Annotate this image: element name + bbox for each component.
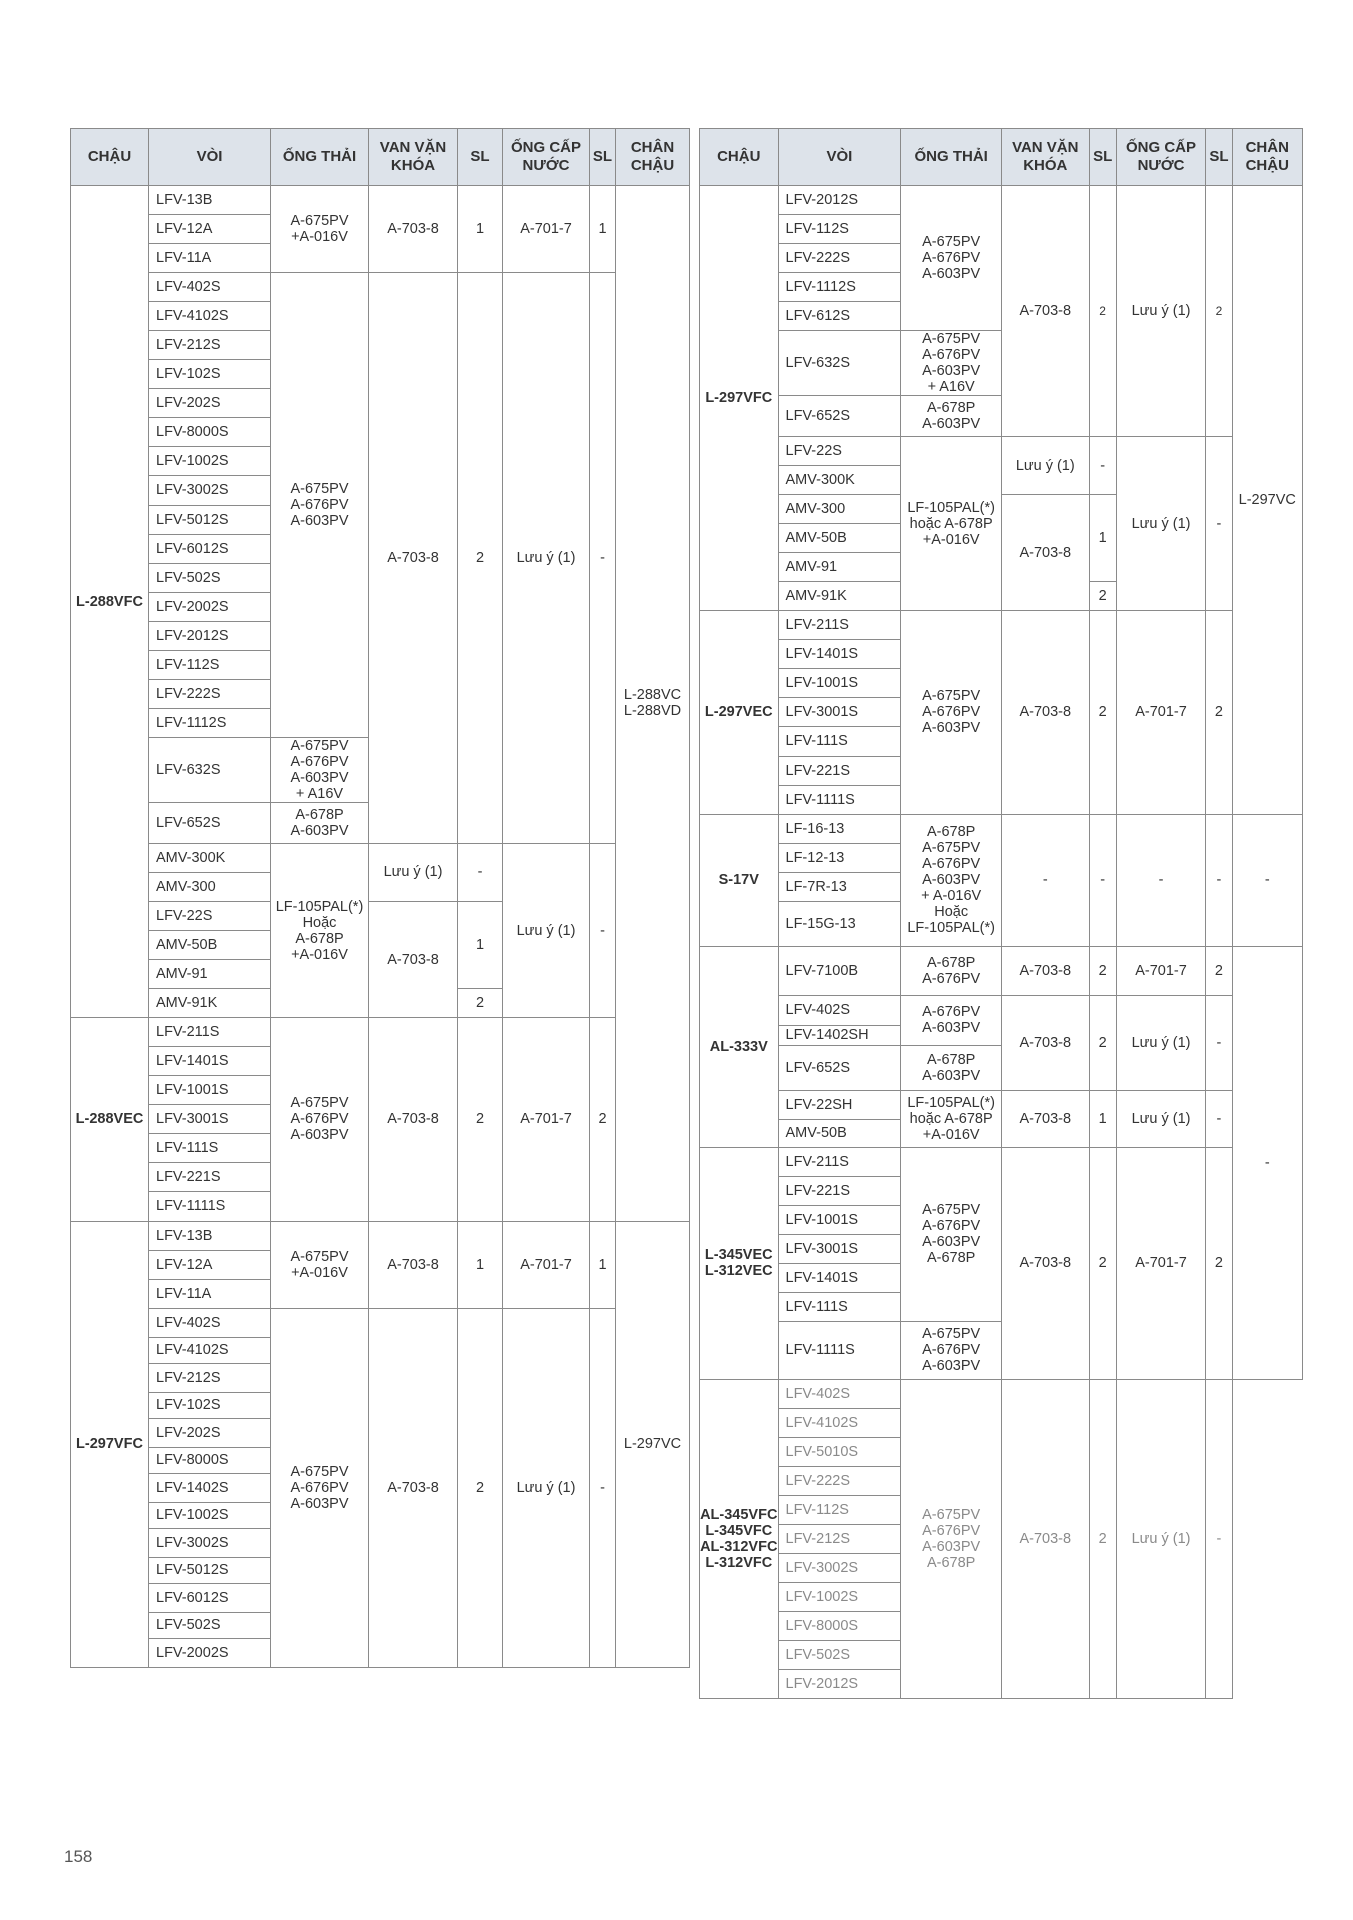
voi-cell: LFV-652S [778, 396, 901, 437]
ong-thai-cell: LF-105PAL(*) hoặc A-678P +A-016V [901, 437, 1002, 611]
voi-cell: LFV-211S [149, 1018, 271, 1047]
voi-cell: LFV-2012S [149, 621, 271, 650]
voi-cell: LFV-1111S [778, 1321, 901, 1379]
van-cell: A-703-8 [1001, 186, 1089, 437]
ong-thai-cell: A-675PV A-676PV A-603PV A-678P [901, 1147, 1002, 1321]
voi-cell: LFV-1112S [149, 708, 271, 737]
table-row [71, 1308, 690, 1337]
ong-cap-cell: Lưu ý (1) [503, 1308, 590, 1667]
voi-cell: LFV-4102S [149, 1337, 271, 1363]
sl-cell: 2 [1089, 1147, 1116, 1379]
header-sl2: SL [1206, 129, 1232, 186]
van-cell: A-703-8 [369, 1018, 458, 1221]
sl-cell: 1 [458, 186, 503, 273]
voi-cell: LFV-13B [149, 1221, 271, 1250]
voi-cell: AMV-91 [778, 553, 901, 582]
header-row [71, 129, 690, 186]
voi-cell: LFV-2012S [778, 186, 901, 215]
van-cell: A-703-8 [369, 901, 458, 1017]
ong-thai-cell: A-678P A-603PV [271, 802, 369, 843]
ong-thai-cell: A-678P A-675PV A-676PV A-603PV + A-016V Hoặc LF-105PAL(*) [901, 814, 1002, 946]
voi-cell: LFV-22SH [778, 1090, 901, 1119]
page-number: 158 [64, 1847, 93, 1866]
ong-thai-cell: A-675PV +A-016V [271, 1221, 369, 1308]
sl-cell: 2 [458, 1018, 503, 1221]
sl-cell: 2 [458, 1308, 503, 1667]
van-cell: A-703-8 [1001, 1379, 1089, 1698]
voi-cell: LFV-502S [778, 1641, 901, 1670]
voi-cell: LFV-211S [778, 1147, 901, 1176]
ong-thai-cell: A-675PV A-676PV A-603PV [901, 186, 1002, 331]
voi-cell: LFV-1401S [778, 1263, 901, 1292]
van-cell: A-703-8 [369, 1221, 458, 1308]
left-compatibility-table [70, 128, 690, 1668]
ong-cap-cell: Lưu ý (1) [503, 843, 590, 1017]
right-compatibility-table [699, 128, 1303, 1699]
ong-cap-cell: A-701-7 [503, 1018, 590, 1221]
voi-cell: LF-15G-13 [778, 901, 901, 946]
ong-thai-cell: A-678P A-603PV [901, 396, 1002, 437]
van-cell: A-703-8 [369, 1308, 458, 1667]
sl-cell: - [1089, 437, 1116, 495]
voi-cell: AMV-91 [149, 960, 271, 989]
sl-cell: - [458, 843, 503, 901]
sl2-cell: 2 [590, 1018, 616, 1221]
ong-cap-cell: Lưu ý (1) [1116, 995, 1206, 1090]
voi-cell: LFV-222S [778, 244, 901, 273]
ong-cap-cell: A-701-7 [1116, 1147, 1206, 1379]
ong-thai-cell: A-675PV A-676PV A-603PV + A16V [271, 737, 369, 802]
voi-cell: LFV-1001S [778, 669, 901, 698]
ong-cap-cell: - [1116, 814, 1206, 946]
sl2-cell: 1 [590, 186, 616, 273]
voi-cell: LF-7R-13 [778, 872, 901, 901]
voi-cell: LFV-22S [778, 437, 901, 466]
ong-thai-cell: A-675PV A-676PV A-603PV + A16V [901, 331, 1002, 396]
voi-cell: AMV-300 [149, 872, 271, 901]
ong-thai-cell: A-675PV A-676PV A-603PV A-678P [901, 1379, 1002, 1698]
table-row [700, 995, 1303, 1025]
voi-cell: LFV-2002S [149, 592, 271, 621]
van-cell: A-703-8 [1001, 495, 1089, 611]
chau-cell: L-288VFC [71, 186, 149, 1018]
voi-cell: LFV-402S [778, 995, 901, 1025]
sl2-cell: 1 [590, 1221, 616, 1308]
voi-cell: LFV-652S [149, 802, 271, 843]
voi-cell: LFV-221S [778, 1176, 901, 1205]
voi-cell: LFV-8000S [149, 1447, 271, 1473]
voi-cell: LFV-112S [778, 215, 901, 244]
header-ong-cap: ỐNG CẤP NƯỚC [1116, 129, 1206, 186]
header-sl2: SL [590, 129, 616, 186]
chau-cell: AL-345VFC L-345VFC AL-312VFC L-312VFC [700, 1379, 779, 1698]
voi-cell: LFV-12A [149, 1250, 271, 1279]
van-cell: A-703-8 [1001, 1090, 1089, 1147]
chau-cell: S-17V [700, 814, 779, 946]
ong-cap-cell: A-701-7 [1116, 946, 1206, 995]
voi-cell: LFV-12A [149, 215, 271, 244]
sl2-cell: - [1206, 1379, 1232, 1698]
sl-cell: 2 [458, 273, 503, 844]
sl-cell: 1 [1089, 1090, 1116, 1147]
voi-cell: LFV-212S [149, 1363, 271, 1392]
header-sl: SL [458, 129, 503, 186]
voi-cell: LFV-211S [778, 611, 901, 640]
sl2-cell: - [590, 843, 616, 1017]
voi-cell: LFV-1112S [778, 273, 901, 302]
ong-cap-cell: Lưu ý (1) [1116, 1090, 1206, 1147]
header-voi: VÒI [149, 129, 271, 186]
sl2-cell: 2 [1206, 186, 1232, 437]
sl-cell: 2 [1089, 186, 1116, 437]
sl-cell: 1 [458, 901, 503, 988]
voi-cell: LFV-111S [778, 727, 901, 756]
voi-cell: LFV-102S [149, 1392, 271, 1418]
sl2-cell: 2 [1206, 611, 1232, 814]
voi-cell: LFV-3001S [778, 1234, 901, 1263]
ong-thai-cell: A-675PV A-676PV A-603PV [901, 1321, 1002, 1379]
voi-cell: LFV-652S [778, 1045, 901, 1090]
voi-cell: AMV-300K [149, 843, 271, 872]
van-cell: A-703-8 [1001, 995, 1089, 1090]
voi-cell: AMV-91K [149, 989, 271, 1018]
voi-cell: LFV-1401S [778, 640, 901, 669]
ong-thai-cell: A-675PV A-676PV A-603PV [271, 273, 369, 738]
van-cell: A-703-8 [1001, 1147, 1089, 1379]
table-row [700, 1147, 1303, 1176]
chan-cell: L-297VC [616, 1221, 690, 1667]
voi-cell: LFV-402S [778, 1379, 901, 1408]
chau-cell: AL-333V [700, 946, 779, 1147]
sl2-cell: - [1206, 1090, 1232, 1147]
voi-cell: LFV-632S [149, 737, 271, 802]
ong-thai-cell: A-678P A-603PV [901, 1045, 1002, 1090]
ong-cap-cell: A-701-7 [503, 186, 590, 273]
voi-cell: LFV-1001S [149, 1076, 271, 1105]
header-van: VAN VẶN KHÓA [1001, 129, 1089, 186]
voi-cell: LFV-3002S [149, 1528, 271, 1557]
table-row [71, 1221, 690, 1250]
sl2-cell: - [590, 273, 616, 844]
table-row [71, 1018, 690, 1047]
header-sl: SL [1089, 129, 1116, 186]
voi-cell: LFV-1402SH [778, 1025, 901, 1045]
voi-cell: LFV-4102S [149, 302, 271, 331]
sl-cell: 1 [1089, 495, 1116, 582]
ong-thai-cell: A-675PV A-676PV A-603PV [271, 1018, 369, 1221]
table-row [71, 843, 690, 872]
sl-cell: 2 [1089, 582, 1116, 611]
voi-cell: LFV-2002S [149, 1638, 271, 1667]
voi-cell: LFV-1002S [149, 1502, 271, 1528]
voi-cell: LFV-22S [149, 901, 271, 930]
ong-cap-cell: Lưu ý (1) [1116, 186, 1206, 437]
voi-cell: LFV-7100B [778, 946, 901, 995]
voi-cell: LFV-222S [778, 1466, 901, 1495]
sl2-cell: - [1206, 437, 1232, 611]
voi-cell: LFV-1002S [149, 447, 271, 476]
voi-cell: AMV-300 [778, 495, 901, 524]
van-cell: A-703-8 [369, 186, 458, 273]
voi-cell: LFV-402S [149, 1308, 271, 1337]
table-row [700, 611, 1303, 640]
ong-cap-cell: Lưu ý (1) [1116, 437, 1206, 611]
voi-cell: LFV-221S [149, 1163, 271, 1192]
ong-cap-cell: Lưu ý (1) [503, 273, 590, 844]
sl2-cell: - [590, 1308, 616, 1667]
chau-cell: L-288VEC [71, 1018, 149, 1221]
header-chau: CHẬU [71, 129, 149, 186]
voi-cell: LFV-2012S [778, 1670, 901, 1699]
chau-cell: L-297VEC [700, 611, 779, 814]
voi-cell: LFV-402S [149, 273, 271, 302]
voi-cell: LFV-13B [149, 186, 271, 215]
chan-cell: L-288VC L-288VD [616, 186, 690, 1222]
sl2-cell: 2 [1206, 1147, 1232, 1379]
voi-cell: AMV-50B [778, 524, 901, 553]
voi-cell: LF-16-13 [778, 814, 901, 843]
header-ong-thai: ỐNG THẢI [271, 129, 369, 186]
voi-cell: LFV-3002S [778, 1554, 901, 1583]
voi-cell: LFV-222S [149, 679, 271, 708]
voi-cell: LFV-1111S [149, 1192, 271, 1221]
table-row [700, 1090, 1303, 1119]
voi-cell: AMV-300K [778, 466, 901, 495]
voi-cell: LFV-5012S [149, 1557, 271, 1583]
voi-cell: LFV-1111S [778, 785, 901, 814]
voi-cell: LFV-8000S [149, 418, 271, 447]
voi-cell: LFV-6012S [149, 1583, 271, 1612]
voi-cell: LFV-202S [149, 389, 271, 418]
voi-cell: LFV-112S [149, 650, 271, 679]
sl-cell: 2 [458, 989, 503, 1018]
voi-cell: LFV-1402S [149, 1473, 271, 1502]
ong-cap-cell: A-701-7 [503, 1221, 590, 1308]
chau-cell: L-297VFC [700, 186, 779, 611]
voi-cell: LFV-212S [149, 331, 271, 360]
voi-cell: LFV-212S [778, 1525, 901, 1554]
voi-cell: LFV-3001S [149, 1105, 271, 1134]
voi-cell: LFV-1401S [149, 1047, 271, 1076]
sl2-cell: - [1206, 995, 1232, 1090]
chan-cell: - [1232, 814, 1303, 946]
van-cell: Lưu ý (1) [369, 843, 458, 901]
table-row [700, 437, 1303, 466]
table-row [700, 946, 1303, 995]
ong-thai-cell: A-678P A-676PV [901, 946, 1002, 995]
sl-cell: - [1089, 814, 1116, 946]
chan-cell: - [1232, 946, 1303, 1379]
header-voi: VÒI [778, 129, 901, 186]
voi-cell: AMV-50B [149, 931, 271, 960]
voi-cell: LFV-102S [149, 360, 271, 389]
voi-cell: LFV-3002S [149, 476, 271, 505]
table-row [71, 273, 690, 302]
sl2-cell: - [1206, 814, 1232, 946]
voi-cell: LFV-112S [778, 1496, 901, 1525]
ong-thai-cell: LF-105PAL(*) hoặc A-678P +A-016V [901, 1090, 1002, 1147]
voi-cell: LFV-8000S [778, 1612, 901, 1641]
table-row [700, 814, 1303, 843]
header-van: VAN VẶN KHÓA [369, 129, 458, 186]
header-chan: CHÂN CHẬU [616, 129, 690, 186]
ong-thai-cell: A-675PV A-676PV A-603PV [271, 1308, 369, 1667]
sl2-cell: 2 [1206, 946, 1232, 995]
van-cell: - [1001, 814, 1089, 946]
voi-cell: AMV-50B [778, 1119, 901, 1147]
header-ong-thai: ỐNG THẢI [901, 129, 1002, 186]
sl-cell: 2 [1089, 995, 1116, 1090]
header-row [700, 129, 1303, 186]
van-cell: A-703-8 [1001, 611, 1089, 814]
table-row [71, 186, 690, 215]
ong-cap-cell: Lưu ý (1) [1116, 1379, 1206, 1698]
voi-cell: LFV-221S [778, 756, 901, 785]
header-chan: CHÂN CHẬU [1232, 129, 1303, 186]
header-ong-cap: ỐNG CẤP NƯỚC [503, 129, 590, 186]
voi-cell: LFV-502S [149, 1612, 271, 1638]
van-cell: A-703-8 [1001, 946, 1089, 995]
sl-cell: 1 [458, 1221, 503, 1308]
voi-cell: LFV-612S [778, 302, 901, 331]
chan-cell: L-297VC [1232, 186, 1303, 815]
ong-cap-cell: A-701-7 [1116, 611, 1206, 814]
voi-cell: AMV-91K [778, 582, 901, 611]
voi-cell: LF-12-13 [778, 843, 901, 872]
voi-cell: LFV-11A [149, 1279, 271, 1308]
ong-thai-cell: A-675PV A-676PV A-603PV [901, 611, 1002, 814]
voi-cell: LFV-5010S [778, 1437, 901, 1466]
voi-cell: LFV-3001S [778, 698, 901, 727]
voi-cell: LFV-111S [149, 1134, 271, 1163]
ong-thai-cell: LF-105PAL(*) Hoặc A-678P +A-016V [271, 843, 369, 1017]
sl-cell: 2 [1089, 1379, 1116, 1698]
chau-cell: L-297VFC [71, 1221, 149, 1667]
header-chau: CHẬU [700, 129, 779, 186]
ong-thai-cell: A-676PV A-603PV [901, 995, 1002, 1045]
voi-cell: LFV-632S [778, 331, 901, 396]
van-cell: A-703-8 [369, 273, 458, 844]
voi-cell: LFV-1002S [778, 1583, 901, 1612]
table-row [700, 1379, 1303, 1408]
chau-cell: L-345VEC L-312VEC [700, 1147, 779, 1379]
ong-thai-cell: A-675PV +A-016V [271, 186, 369, 273]
voi-cell: LFV-4102S [778, 1408, 901, 1437]
voi-cell: LFV-1001S [778, 1205, 901, 1234]
voi-cell: LFV-502S [149, 563, 271, 592]
voi-cell: LFV-6012S [149, 534, 271, 563]
sl-cell: 2 [1089, 946, 1116, 995]
voi-cell: LFV-5012S [149, 505, 271, 534]
voi-cell: LFV-11A [149, 244, 271, 273]
voi-cell: LFV-111S [778, 1292, 901, 1321]
van-cell: Lưu ý (1) [1001, 437, 1089, 495]
table-row [700, 186, 1303, 215]
voi-cell: LFV-202S [149, 1418, 271, 1447]
sl-cell: 2 [1089, 611, 1116, 814]
